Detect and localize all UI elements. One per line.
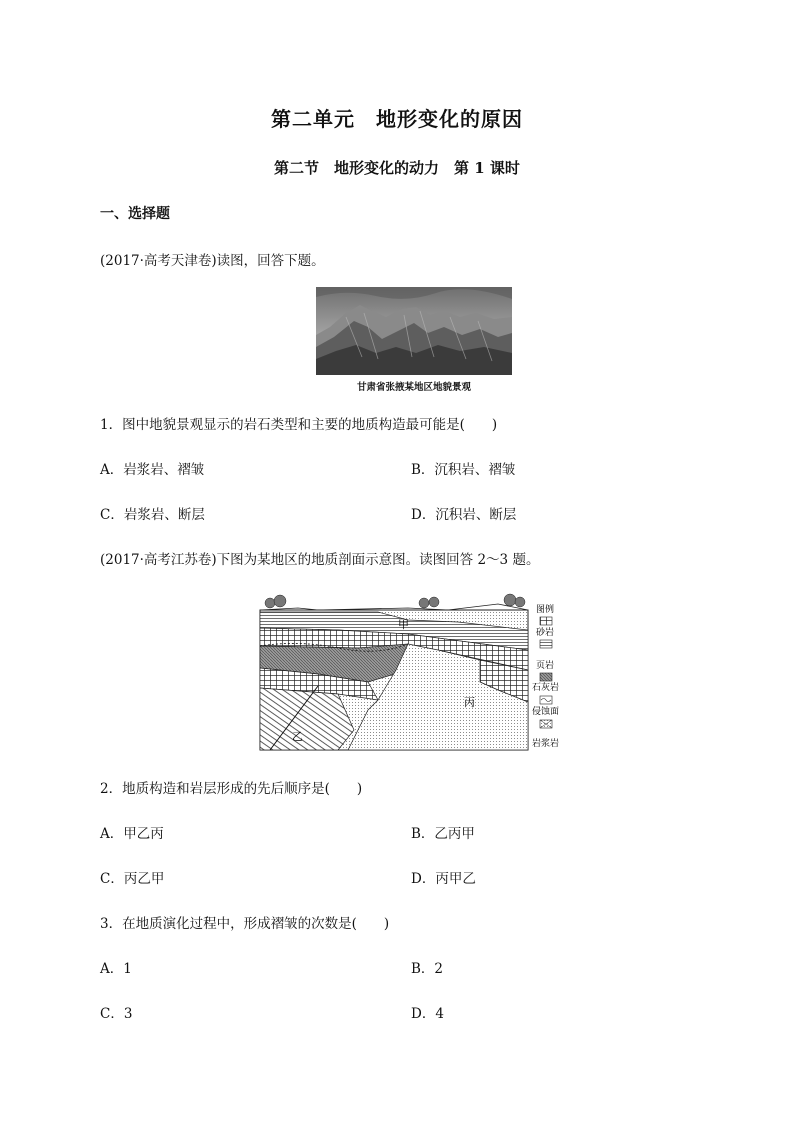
- legend-swatch-limestone: [540, 673, 552, 681]
- label-jia: 甲: [398, 618, 409, 631]
- q2-option-c[interactable]: C．丙乙甲: [100, 871, 165, 887]
- legend-erosion-surface: 侵蚀面: [532, 707, 560, 717]
- q2-option-b[interactable]: B．乙丙甲: [411, 826, 475, 842]
- geologic-cross-section: [258, 590, 564, 752]
- q3-option-c[interactable]: C．3: [100, 1006, 133, 1022]
- q3-option-b[interactable]: B．2: [411, 961, 444, 977]
- q3-option-a[interactable]: A．1: [100, 961, 132, 977]
- q3-option-d[interactable]: D．4: [411, 1006, 444, 1022]
- q1-option-b[interactable]: B．沉积岩、褶皱: [411, 462, 516, 478]
- legend-swatch-shale: [540, 640, 552, 648]
- legend-swatch-sandstone: [540, 617, 552, 625]
- q2-option-a[interactable]: A．甲乙丙: [100, 826, 164, 842]
- q1-stem: 1．图中地貌景观显示的岩石类型和主要的地质构造最可能是( ): [100, 417, 498, 433]
- q3-stem: 3．在地质演化过程中，形成褶皱的次数是( ): [100, 916, 390, 932]
- landscape-photo: [316, 287, 512, 375]
- legend-shale: 页岩: [536, 661, 555, 671]
- q2-option-d[interactable]: D．丙甲乙: [411, 871, 476, 887]
- legend-title: 图例: [536, 605, 555, 615]
- section-heading: 一、选择题: [100, 206, 170, 222]
- q1-option-c[interactable]: C．岩浆岩、断层: [100, 507, 205, 523]
- label-bing: 丙: [464, 696, 475, 709]
- label-yi: 乙: [292, 730, 303, 743]
- figure1-caption: 甘肃省张掖某地区地貌景观: [356, 382, 471, 393]
- legend-igneous: 岩浆岩: [532, 739, 560, 749]
- legend: [532, 603, 559, 749]
- unit-title: 第二单元 地形变化的原因: [271, 107, 523, 131]
- intro-text-2: (2017·高考江苏卷)下图为某地区的地质剖面示意图。读图回答 2～3 题。: [100, 552, 540, 568]
- lesson-subtitle: 第二节 地形变化的动力 第 1 课时: [274, 159, 520, 177]
- q1-option-d[interactable]: D．沉积岩、断层: [411, 507, 517, 523]
- legend-sandstone: 砂岩: [536, 628, 555, 638]
- intro-text-1: (2017·高考天津卷)读图，回答下题。: [100, 253, 325, 269]
- q2-stem: 2．地质构造和岩层形成的先后顺序是( ): [100, 781, 363, 797]
- q1-option-a[interactable]: A．岩浆岩、褶皱: [100, 462, 205, 478]
- legend-limestone: 石灰岩: [532, 683, 560, 693]
